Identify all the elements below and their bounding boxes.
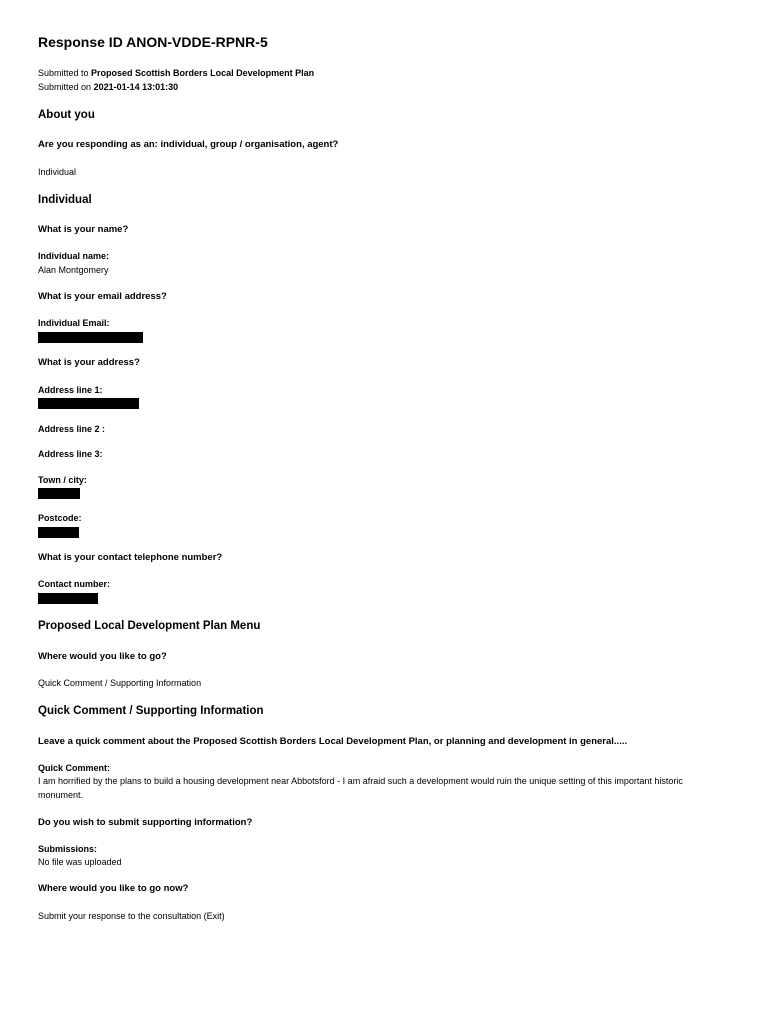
- label-address-line-2: Address line 2 :: [38, 424, 106, 434]
- label-individual-email: Individual Email:: [38, 318, 110, 328]
- label-address-line-1: Address line 1:: [38, 385, 103, 395]
- submitted-to-label: Submitted to: [38, 68, 89, 78]
- question-responding-as: Are you responding as an: individual, group / organisation, agent?: [38, 139, 339, 150]
- value-quick-comment: I am horrified by the plans to build a housing development near Abbotsford - I am afraid such a development would ruin the unique setting of this important historic monument.: [38, 776, 683, 800]
- redacted-postcode: [38, 527, 79, 538]
- answer-where-go: Quick Comment / Supporting Information: [38, 678, 202, 688]
- question-where-go: Where would you like to go?: [38, 651, 167, 662]
- submitted-on-value: 2021-01-14 13:01:30: [93, 82, 179, 92]
- value-individual-name: Alan Montgomery: [38, 265, 109, 275]
- page-title: Response ID ANON-VDDE-RPNR-5: [38, 34, 268, 50]
- label-individual-name: Individual name:: [38, 251, 110, 261]
- label-contact-number: Contact number:: [38, 579, 110, 589]
- section-quick-comment: Quick Comment / Supporting Information: [38, 705, 264, 717]
- label-submissions: Submissions:: [38, 844, 98, 854]
- question-telephone: What is your contact telephone number?: [38, 552, 223, 563]
- label-address-line-3: Address line 3:: [38, 449, 103, 459]
- label-postcode: Postcode:: [38, 513, 82, 523]
- section-individual: Individual: [38, 194, 92, 206]
- label-town-city: Town / city:: [38, 475, 87, 485]
- value-submissions: No file was uploaded: [38, 857, 122, 867]
- redacted-town-city: [38, 488, 80, 499]
- submitted-to-value: Proposed Scottish Borders Local Development Plan: [91, 68, 315, 78]
- answer-where-go-now: Submit your response to the consultation (Exit): [38, 911, 225, 921]
- redacted-address-line-1: [38, 398, 139, 409]
- question-name: What is your name?: [38, 224, 129, 235]
- submitted-on-label: Submitted on: [38, 82, 92, 92]
- redacted-email: [38, 332, 143, 343]
- question-quick-comment: Leave a quick comment about the Proposed Scottish Borders Local Development Plan, or planning and development in general.....: [38, 736, 628, 747]
- section-plan-menu: Proposed Local Development Plan Menu: [38, 620, 261, 632]
- question-where-go-now: Where would you like to go now?: [38, 883, 189, 894]
- question-supporting-info: Do you wish to submit supporting information?: [38, 817, 253, 828]
- answer-responding-as: Individual: [38, 167, 77, 177]
- redacted-contact-number: [38, 593, 98, 604]
- question-email: What is your email address?: [38, 291, 167, 302]
- label-quick-comment: Quick Comment:: [38, 763, 111, 773]
- submitted-to-line: [38, 69, 314, 78]
- section-about-you: About you: [38, 109, 95, 121]
- question-address: What is your address?: [38, 357, 140, 368]
- submitted-on-line: [38, 83, 178, 92]
